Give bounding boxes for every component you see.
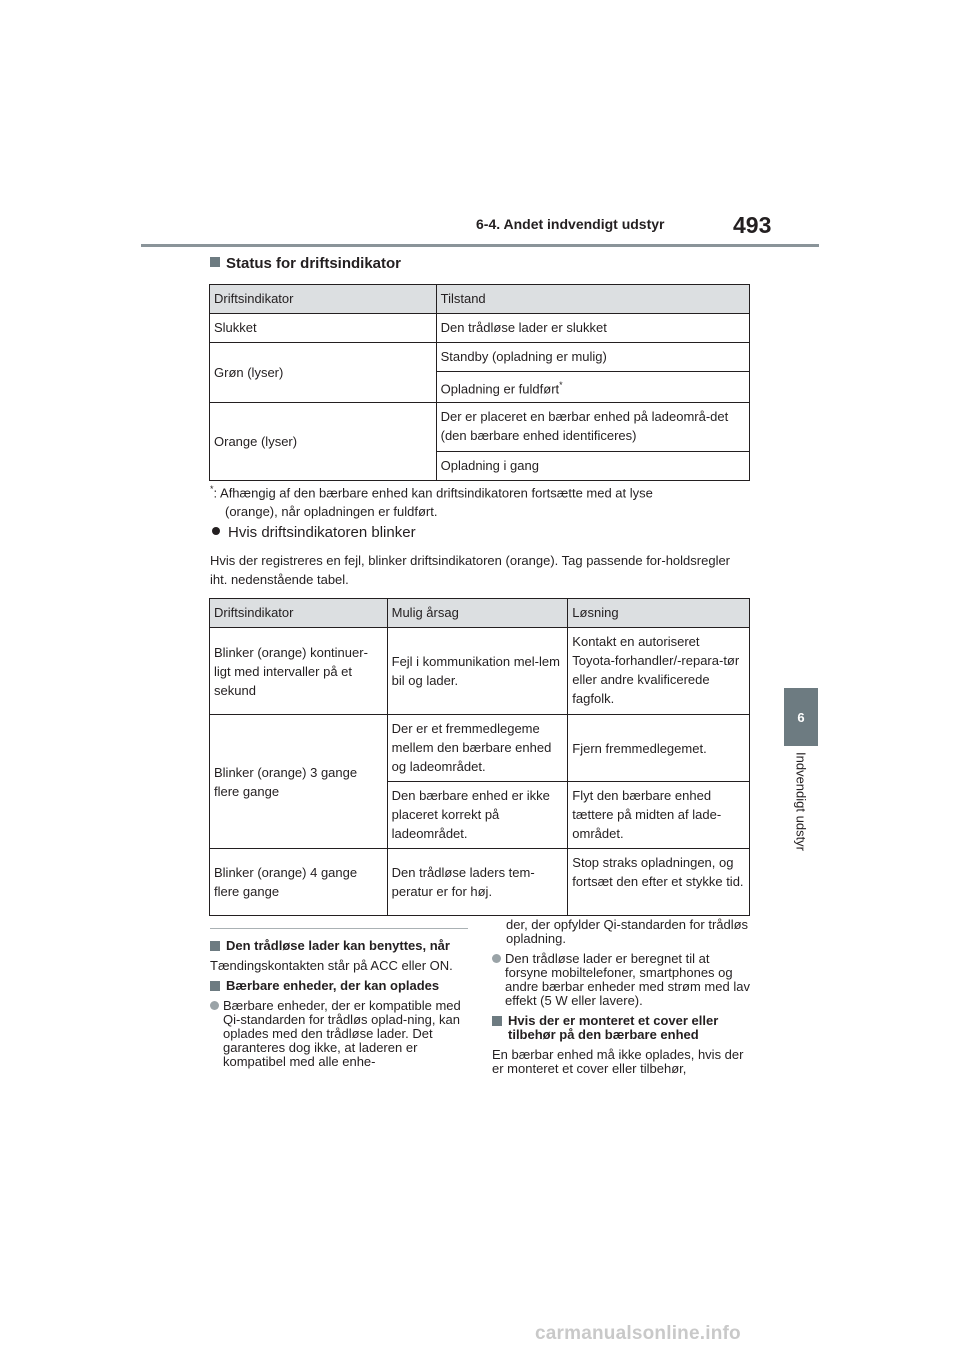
section-title: 6-4. Andet indvendigt udstyr <box>476 216 665 232</box>
subheading: Bærbare enheder, der kan oplades <box>210 979 468 993</box>
chapter-tab <box>784 688 818 746</box>
footnote <box>210 480 750 521</box>
state-cell: Opladning er fuldført* <box>436 372 749 403</box>
circle-bullet-icon <box>492 954 501 963</box>
header-cell: Driftsindikator <box>210 285 437 314</box>
chapter-number: 6 <box>797 709 805 725</box>
paragraph: Tændingskontakten står på ACC eller ON. <box>210 958 453 973</box>
solution-cell: Fjern fremmedlegemet. <box>568 715 750 782</box>
status-heading <box>210 255 401 272</box>
state-cell: Den trådløse lader er slukket <box>436 314 749 343</box>
square-bullet-icon <box>210 981 220 991</box>
indicator-cell: Blinker (orange) kontinuer-ligt med intervaller på et sekund <box>210 628 388 715</box>
bullet-dot-icon <box>212 527 220 535</box>
table-row <box>210 849 750 916</box>
indicator-cell: Blinker (orange) 3 gange flere gange <box>210 715 388 849</box>
table-header-row <box>210 285 750 314</box>
solution-cell: Kontakt en autoriseret Toyota-forhandler/-repara-tør eller andre kvalificerede fagfolk. <box>568 628 750 715</box>
table-row <box>210 715 750 782</box>
state-cell: Der er placeret en bærbar enhed på ladeområ-det (den bærbare enhed identificeres) <box>436 403 749 452</box>
blink-heading-text: Hvis driftsindikatoren blinker <box>228 524 416 541</box>
left-column <box>210 933 468 1069</box>
table-row <box>210 314 750 343</box>
indicator-cell: Orange (lyser) <box>210 403 437 481</box>
cause-cell: Der er et fremmedlegeme mellem den bærbare enhed og ladeområdet. <box>387 715 568 782</box>
footnote-marker: * <box>559 380 563 390</box>
table-row <box>210 343 750 372</box>
solution-cell: Flyt den bærbare enhed tættere på midten af lade-området. <box>568 782 750 849</box>
table-header-row <box>210 599 750 628</box>
header-cell: Driftsindikator <box>210 599 388 628</box>
subheading: Den trådløse lader kan benyttes, når <box>210 939 468 953</box>
blink-paragraph: Hvis der registreres en fejl, blinker driftsindikatoren (orange). Tag passende for-holdsregler iht. nedenstående tabel. <box>210 553 731 587</box>
table-row <box>210 628 750 715</box>
table-row <box>210 403 750 452</box>
header-cell: Mulig årsag <box>387 599 568 628</box>
state-cell: Standby (opladning er mulig) <box>436 343 749 372</box>
cause-cell: Den trådløse laders tem-peratur er for høj. <box>387 849 568 916</box>
solution-cell: Stop straks opladningen, og fortsæt den efter et stykke tid. <box>568 849 750 916</box>
state-cell: Opladning i gang <box>436 452 749 481</box>
header-divider <box>141 244 819 247</box>
header-cell: Løsning <box>568 599 750 628</box>
list-item: Den trådløse lader er beregnet til at forsyne mobiltelefoner, smartphones og andre bærbar enheder med strøm med lav effekt (5 W eller lavere). <box>492 952 750 1008</box>
column-divider <box>210 928 468 929</box>
cause-cell: Den bærbare enhed er ikke placeret korrekt på ladeområdet. <box>387 782 568 849</box>
chapter-label-wrap <box>784 752 818 882</box>
indicator-cell: Grøn (lyser) <box>210 343 437 403</box>
paragraph: En bærbar enhed må ikke oplades, hvis der er monteret et cover eller tilbehør, <box>492 1047 744 1076</box>
status-table <box>209 284 750 481</box>
square-bullet-icon <box>210 257 220 267</box>
square-bullet-icon <box>210 941 220 951</box>
footnote-line2: (orange), når opladningen er fuldført. <box>225 504 438 520</box>
square-bullet-icon <box>492 1016 502 1026</box>
blink-heading <box>210 524 416 541</box>
blink-table <box>209 598 750 916</box>
indicator-cell: Slukket <box>210 314 437 343</box>
circle-bullet-icon <box>210 1001 219 1010</box>
status-heading-text: Status for driftsindikator <box>226 255 402 272</box>
paragraph: der, der opfylder Qi-standarden for trådløs opladning. <box>506 917 749 946</box>
footnote-line1: : Afhængig af den bærbare enhed kan driftsindikatoren fortsætte med at lyse <box>213 485 653 501</box>
subheading: Hvis der er monteret et cover eller tilbehør på den bærbare enhed <box>492 1014 750 1042</box>
right-column <box>492 918 750 1076</box>
footnote-mark: * <box>210 484 214 494</box>
page-number: 493 <box>733 212 772 238</box>
chapter-label: Indvendigt udstyr <box>793 752 809 852</box>
list-item: Bærbare enheder, der er kompatible med Qi-standarden for trådløs oplad-ning, kan oplades med den trådløse lader. Det garanteres dog ikke, at laderen er kompatibel med alle enhe- <box>210 999 468 1069</box>
cause-cell: Fejl i kommunikation mel-lem bil og lader. <box>387 628 568 715</box>
watermark: carmanualsonline.info <box>535 1323 741 1344</box>
header-cell: Tilstand <box>436 285 749 314</box>
indicator-cell: Blinker (orange) 4 gange flere gange <box>210 849 388 916</box>
